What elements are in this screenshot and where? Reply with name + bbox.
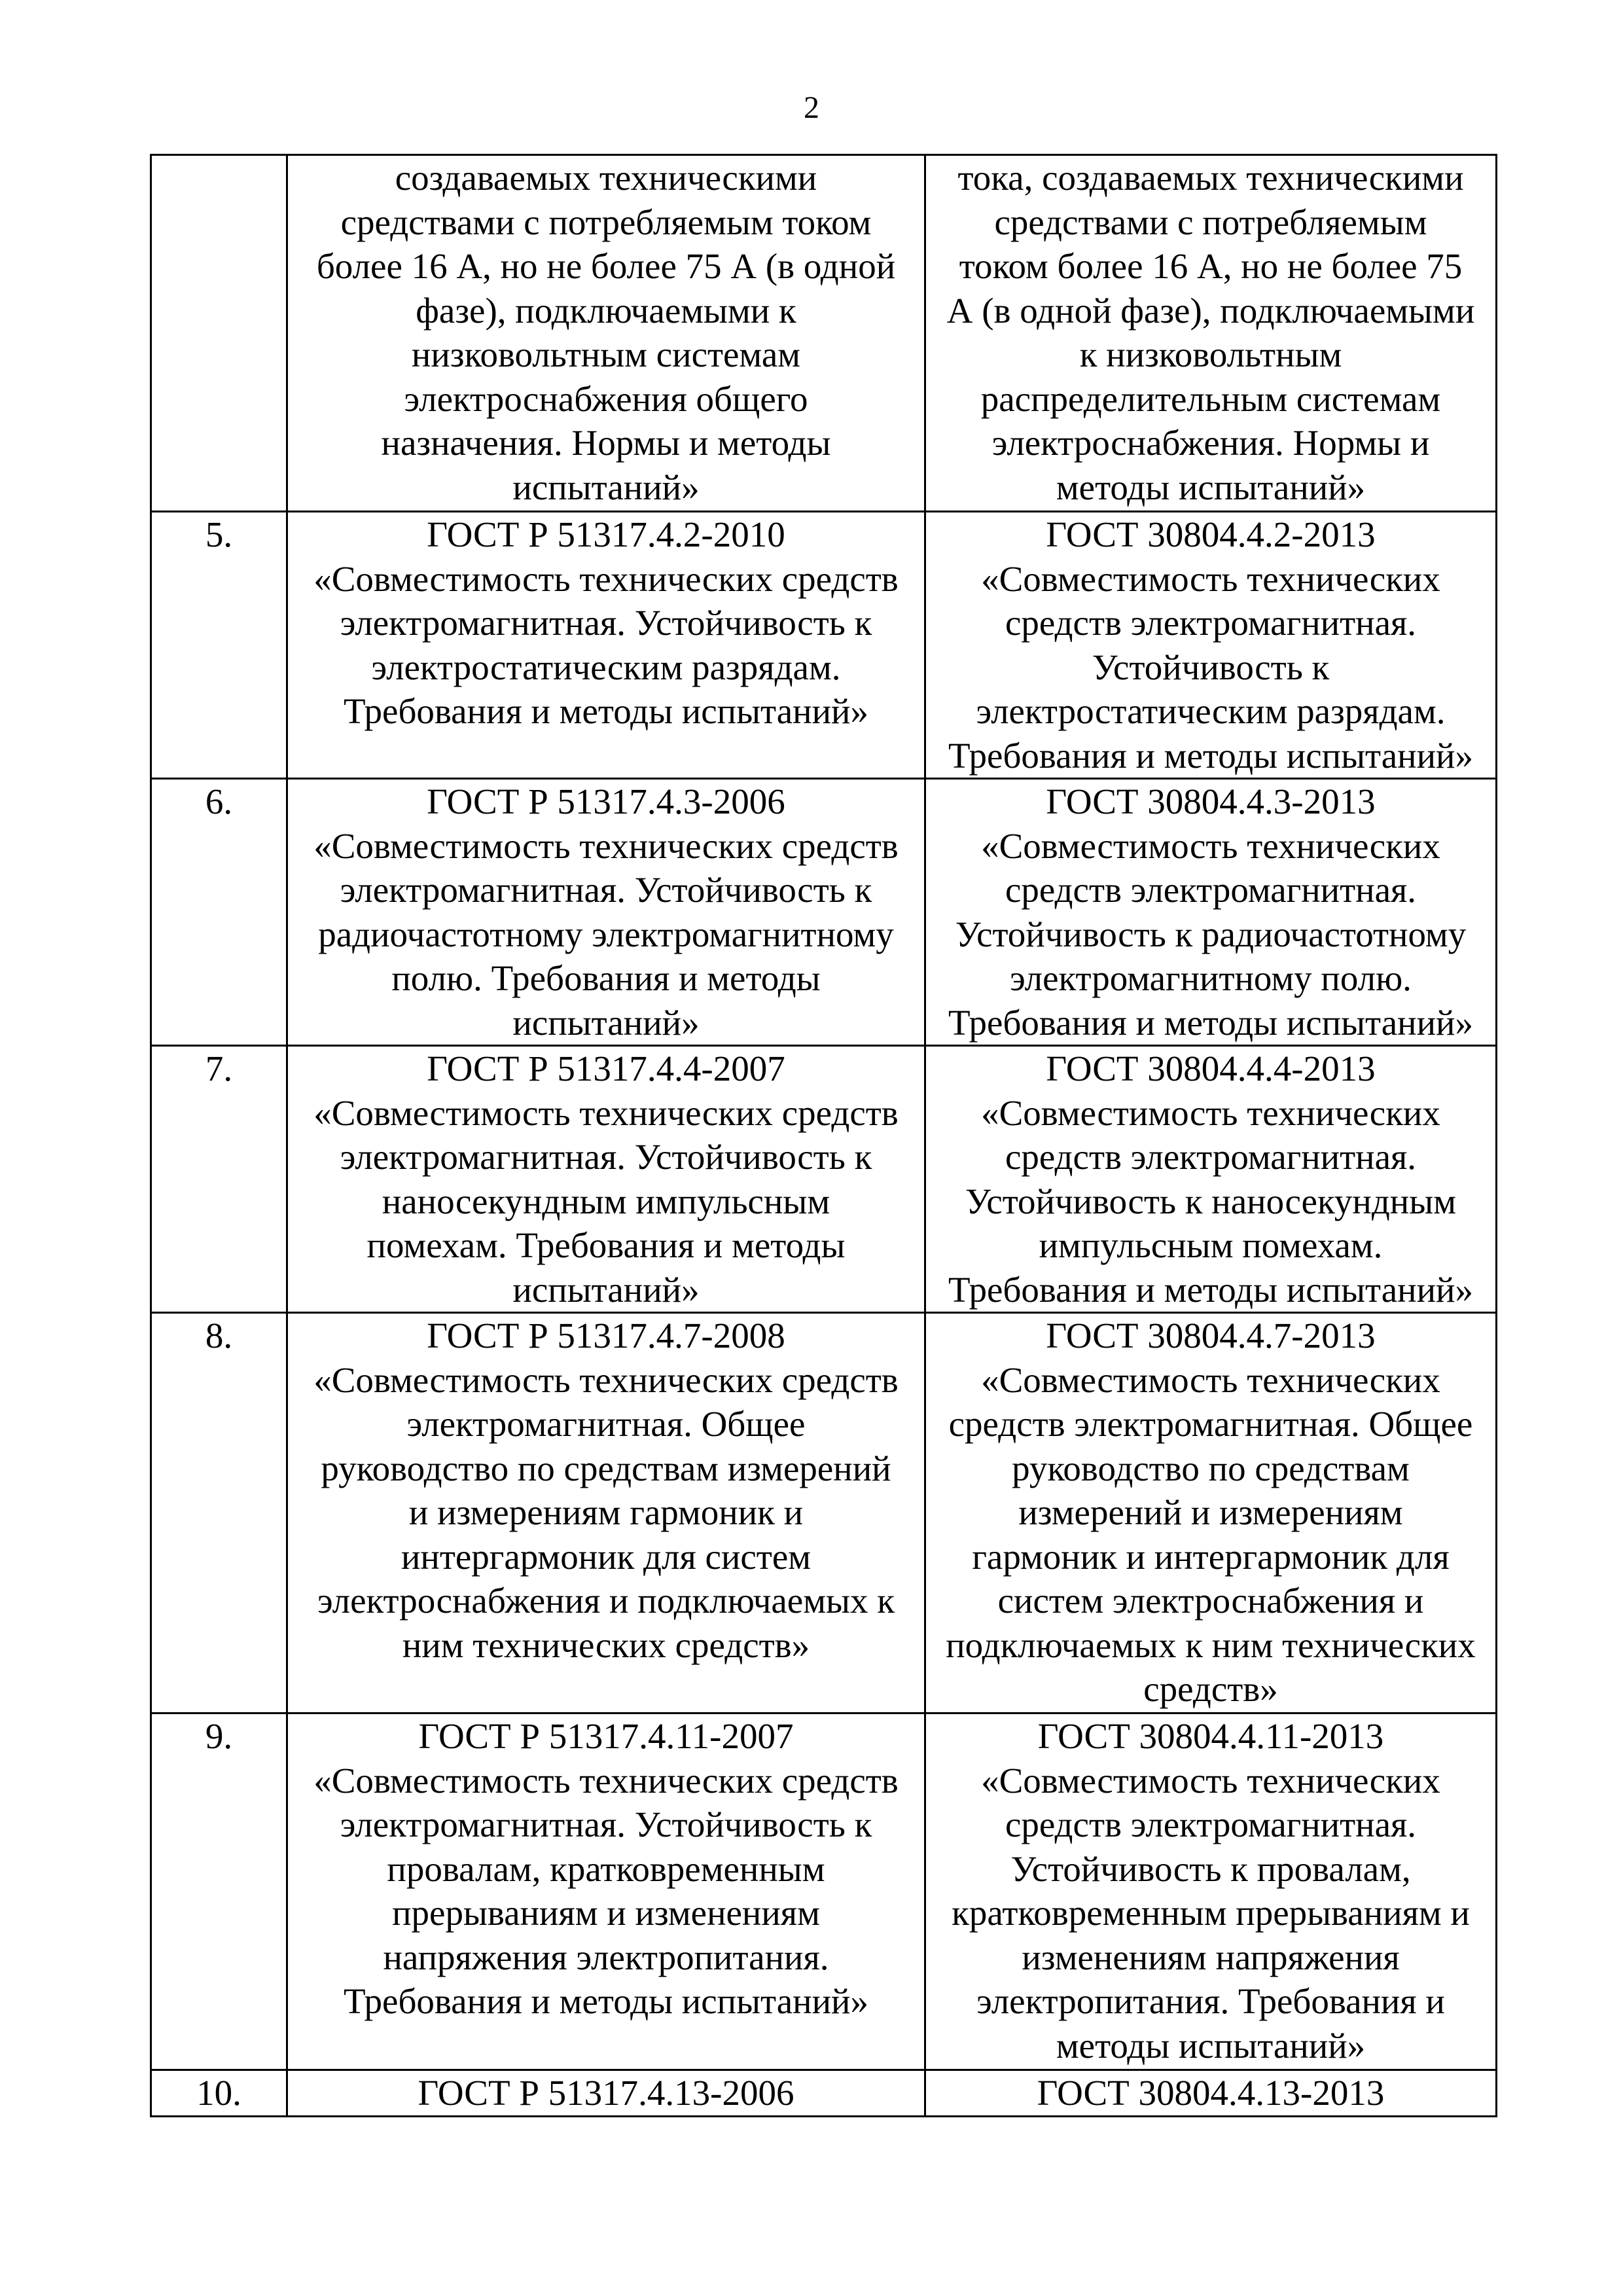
- row-number-cell: 6.: [151, 779, 287, 1046]
- old-standard-cell: ГОСТ Р 51317.4.2-2010 «Совместимость технических средств электромагнитная. Устойчивость к электростатическим разрядам. Требования и методы испытаний»: [287, 512, 925, 779]
- table-row: [151, 2070, 1497, 2117]
- new-standard-cell: ГОСТ 30804.4.11-2013 «Совместимость технических средств электромагнитная. Устойчивость к провалам, кратковременным прерываниям и изменениям напряжения электропитания. Требования и методы испытаний»: [925, 1713, 1497, 2070]
- row-number-cell: 5.: [151, 512, 287, 779]
- table-row: [151, 1713, 1497, 2070]
- new-standard-cell: ГОСТ 30804.4.13-2013: [925, 2070, 1497, 2117]
- new-standard-cell: ГОСТ 30804.4.7-2013 «Совместимость технических средств электромагнитная. Общее руководство по средствам измерений и измерениям гармоник и интергармоник для систем электроснабжения и подключаемых к ним технических средств»: [925, 1313, 1497, 1713]
- table-row: [151, 512, 1497, 779]
- new-standard-cell: ГОСТ 30804.4.3-2013 «Совместимость технических средств электромагнитная. Устойчивость к радиочастотному электромагнитному полю. Требования и методы испытаний»: [925, 779, 1497, 1046]
- page-number: 2: [804, 90, 819, 125]
- row-number-cell: 10.: [151, 2070, 287, 2117]
- old-standard-cell: ГОСТ Р 51317.4.13-2006: [287, 2070, 925, 2117]
- row-number-cell: 9.: [151, 1713, 287, 2070]
- standards-table: [150, 154, 1497, 2117]
- old-standard-cell: ГОСТ Р 51317.4.4-2007 «Совместимость технических средств электромагнитная. Устойчивость к наносекундным импульсным помехам. Требования и методы испытаний»: [287, 1046, 925, 1313]
- row-number-cell: [151, 155, 287, 512]
- new-standard-cell: ГОСТ 30804.4.2-2013 «Совместимость технических средств электромагнитная. Устойчивость к электростатическим разрядам. Требования и методы испытаний»: [925, 512, 1497, 779]
- table-row: [151, 1313, 1497, 1713]
- row-number-cell: 7.: [151, 1046, 287, 1313]
- old-standard-cell: ГОСТ Р 51317.4.11-2007 «Совместимость технических средств электромагнитная. Устойчивость к провалам, кратковременным прерываниям и изменениям напряжения электропитания. Требования и методы испытаний»: [287, 1713, 925, 2070]
- new-standard-cell: тока, создаваемых техническими средствами с потребляемым током более 16 А, но не более 75 А (в одной фазе), подключаемыми к низковольтным распределительным системам электроснабжения. Нормы и методы испытаний»: [925, 155, 1497, 512]
- table-row: [151, 1046, 1497, 1313]
- old-standard-cell: ГОСТ Р 51317.4.7-2008 «Совместимость технических средств электромагнитная. Общее руководство по средствам измерений и измерениям гармоник и интергармоник для систем электроснабжения и подключаемых к ним технических средств»: [287, 1313, 925, 1713]
- table-row: [151, 155, 1497, 512]
- row-number-cell: 8.: [151, 1313, 287, 1713]
- new-standard-cell: ГОСТ 30804.4.4-2013 «Совместимость технических средств электромагнитная. Устойчивость к наносекундным импульсным помехам. Требования и методы испытаний»: [925, 1046, 1497, 1313]
- table-row: [151, 779, 1497, 1046]
- old-standard-cell: ГОСТ Р 51317.4.3-2006 «Совместимость технических средств электромагнитная. Устойчивость к радиочастотному электромагнитному полю. Требования и методы испытаний»: [287, 779, 925, 1046]
- old-standard-cell: создаваемых техническими средствами с потребляемым током более 16 А, но не более 75 А (в одной фазе), подключаемыми к низковольтным системам электроснабжения общего назначения. Нормы и методы испытаний»: [287, 155, 925, 512]
